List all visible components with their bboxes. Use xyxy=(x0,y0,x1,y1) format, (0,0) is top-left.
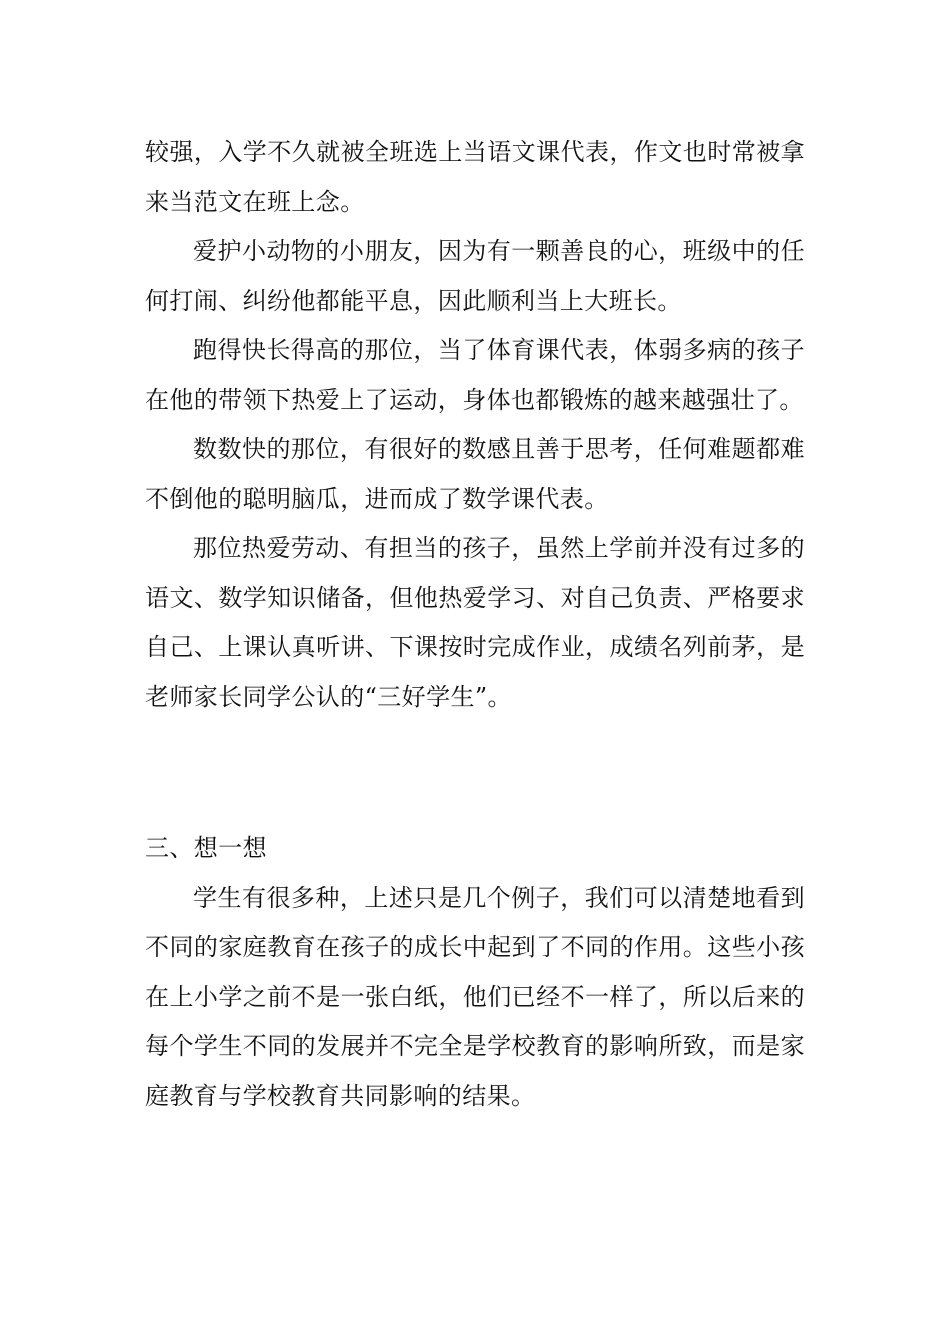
paragraph-reflection: 学生有很多种，上述只是几个例子，我们可以清楚地看到不同的家庭教育在孩子的成长中起到了不同的作用。这些小孩在上小学之前不是一张白纸，他们已经不一样了，所以后来的每个学生不同的发展并不完全是学校教育的影响所致，而是家庭教育与学校教育共同影响的结果。 xyxy=(145,883,805,1110)
body-text-bottom xyxy=(145,824,805,1121)
paragraph-pe-representative: 跑得快长得高的那位，当了体育课代表，体弱多病的孩子在他的带领下热爱上了运动，身体也都锻炼的越来越强壮了。 xyxy=(145,336,805,414)
body-text-top xyxy=(145,128,805,722)
paragraph-three-good-student: 那位热爱劳动、有担当的孩子，虽然上学前并没有过多的语文、数学知识储备，但他热爱学习、对自己负责、严格要求自己、上课认真听讲、下课按时完成作业，成绩名列前茅，是老师家长同学公认的“三好学生”。 xyxy=(145,534,805,711)
paragraph-class-monitor: 爱护小动物的小朋友，因为有一颗善良的心，班级中的任何打闹、纠纷他都能平息，因此顺利当上大班长。 xyxy=(145,237,805,315)
paragraph-math-representative: 数数快的那位，有很好的数感且善于思考，任何难题都难不倒他的聪明脑瓜，进而成了数学课代表。 xyxy=(145,435,805,513)
paragraph-continuation: 较强，入学不久就被全班选上当语文课代表，作文也时常被拿来当范文在班上念。 xyxy=(145,138,805,216)
section-heading: 三、想一想 xyxy=(145,834,267,862)
